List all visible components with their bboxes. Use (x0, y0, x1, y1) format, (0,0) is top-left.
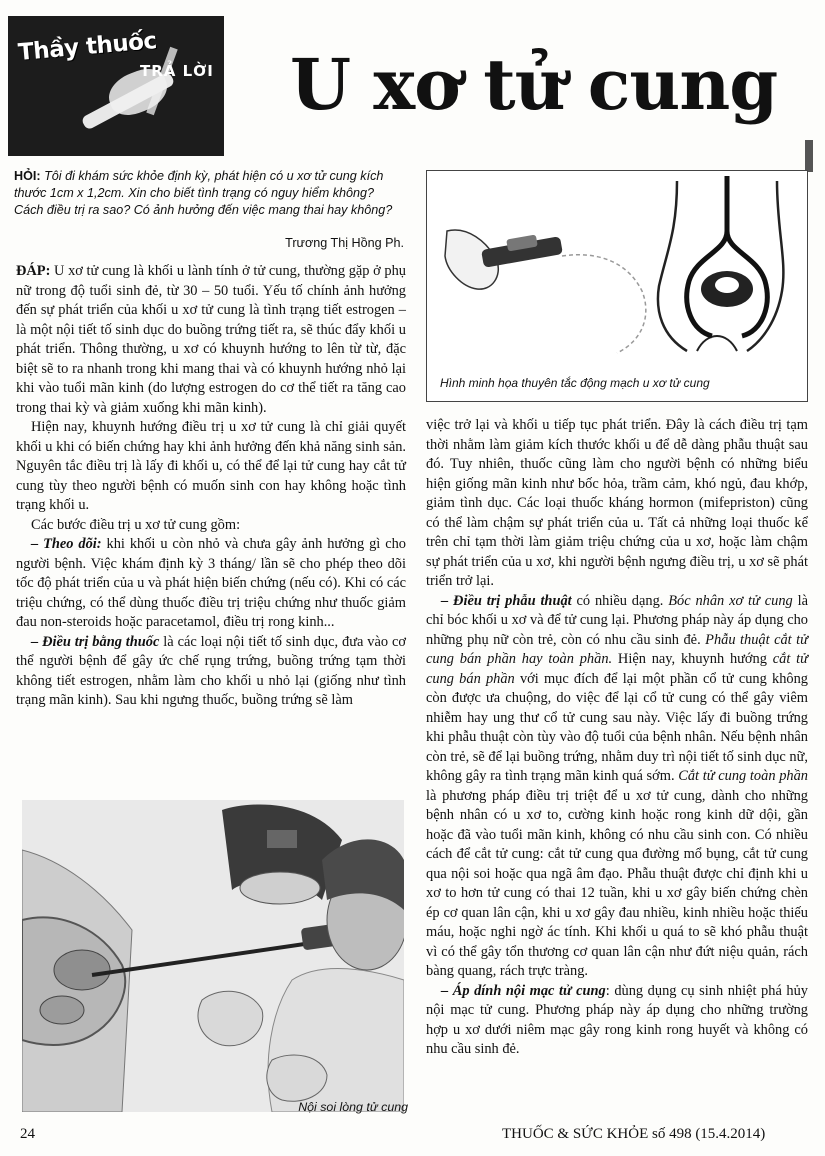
paragraph-text: Phẫu thuật cắt tử cung bán phần hay toàn phần. (426, 631, 809, 667)
paragraph-text: là các loại nội tiết tố sinh dục, đưa vào cơ thể người bệnh để gây ức chế rụng trứng, buồng trứng tạm thời không tiết estrogen, nhằm làm cho khối u nhỏ lại (giống như tình trạng mãn kinh). Sau khi ngưng thuốc, buồng trứng sẽ làm (16, 633, 406, 708)
question-label: HỎI: (14, 169, 41, 183)
paragraph-text: Cắt tử cung toàn phần (678, 768, 808, 784)
subheading-surgery: – Điều trị phẫu thuật (441, 592, 572, 609)
logo-title: Thầy thuốc (17, 28, 158, 66)
page-edge-mark (805, 140, 813, 172)
paragraph-text: là chỉ bóc khối u xơ và để tử cung lại. Phương pháp này áp dụng cho những phụ nữ còn trẻ, còn có nhu cầu sinh đẻ. (426, 592, 809, 648)
subheading-ablation: – Áp dính nội mạc tử cung (441, 982, 606, 999)
question-text: Tôi đi khám sức khỏe định kỳ, phát hiện có u xơ tử cung kích thước 1cm x 1,2cm. Xin cho biết tình trạng có nguy hiểm không? Cách điều trị ra sao? Có ảnh hưởng đến việc mang thai hay không? (14, 169, 393, 217)
column-logo (8, 16, 224, 156)
page-number: 24 (20, 1126, 35, 1142)
subheading-follow-up: – Theo dõi: (31, 536, 102, 552)
paragraph-text: Bóc nhân xơ tử cung (668, 592, 793, 609)
embolization-drawing (427, 171, 807, 371)
article-column-left (16, 262, 406, 711)
paragraph-text: U xơ tử cung là khối u lành tính ở tử cung, thường gặp ở phụ nữ trong độ tuổi sinh đẻ, từ 30 – 50 tuổi. Yếu tố chính ảnh hưởng đến sự phát triển của khối u xơ tử cung là tình trạng tiết estrogen – là một nội tiết tố sinh dục do buồng trứng tiết ra, sẽ thúc đẩy khối u phát triển. Thông thường, u xơ có khuynh hướng to lên từ từ, đặc biệt sẽ to ra nhanh trong khi mang thai và có khuynh hướng nhỏ lại khi vào tuổi mãn kinh (do lượng estrogen do cơ thể tiết ra tăng cao trong thai kỳ và giảm xuống khi mãn kinh). (16, 263, 406, 416)
article-column-right (426, 416, 808, 1060)
magazine-issue: THUỐC & SỨC KHỎE số 498 (15.4.2014) (502, 1126, 766, 1142)
answer-paragraph (426, 592, 808, 982)
paragraph-text: Hiện nay, khuynh hướng (612, 651, 773, 667)
question-asker: Trương Thị Hồng Ph. (285, 236, 404, 250)
answer-paragraph: việc trở lại và khối u tiếp tục phát triển. Đây là cách điều trị tạm thời nhằm làm giảm kích thước khối u để dễ dàng phẫu thuật sau đó. Tuy nhiên, thuốc cũng làm cho người bệnh có những biểu hiện giống mãn kinh như bốc hỏa, trầm cảm, khó ngủ, đau khớp, giảm tình dục. Các loại thuốc kháng hormon (mifepriston) cũng có thể làm chậm sự phát triển của u. Tất cả những loại thuốc kể trên chỉ tạm thời làm giảm triệu chứng của u xơ, hoặc làm chậm sự phát triển của u xơ, khi người bệnh ngưng điều trị, u xơ sẽ phát triển trở lại. (426, 417, 808, 589)
figure-hysteroscopy-illustration (22, 800, 404, 1112)
answer-label: ĐÁP: (16, 263, 51, 279)
answer-paragraph (16, 262, 406, 418)
paragraph-text: khi khối u còn nhỏ và chưa gây ảnh hưởng gì cho người bệnh. Việc khám định kỳ 3 tháng/ lần sẽ cho phép theo dõi tốc độ phát triển của u và phát hiện biến chứng (nếu có). Khi có các triệu chứng, có thể dùng thuốc điều trị triệu chứng như thuốc giảm đau non-steroids hoặc paracetamol, điều trị rong kinh... (16, 536, 406, 630)
answer-paragraph: Các bước điều trị u xơ tử cung gồm: (31, 516, 241, 533)
paragraph-text: : dùng dụng cụ sinh nhiệt phá hủy nội mạc tử cung. Phương pháp này áp dụng cho những trường hợp u xơ dưới niêm mạc gây rong kinh rong huyết và không có nhu cầu sinh đẻ. (426, 982, 808, 1057)
figure-caption: Hình minh họa thuyên tắc động mạch u xơ tử cung (440, 376, 710, 390)
answer-paragraph (16, 633, 406, 711)
answer-paragraph (16, 535, 406, 633)
article-title: U xơ tử cung (290, 43, 778, 126)
reader-question (14, 168, 406, 219)
paragraph-text: cắt tử cung bán phần (426, 651, 808, 687)
hysteroscopy-drawing (22, 800, 404, 1112)
paragraph-text: có nhiều dạng. (571, 592, 669, 609)
paragraph-text: là phương pháp điều trị triệt để u xơ tử cung, dành cho những bệnh nhân có u xơ to, cường kinh hoặc rong kinh dữ dội, gần hoặc đã vào tuổi mãn kinh, không có nhu cầu sinh con. Có nhiều cách để cắt tử cung: cắt tử cung qua đường mổ bụng, cắt tử cung qua nội soi hoặc qua ngã âm đạo. Phẫu thuật được chỉ định khi u xơ to hơn tử cung có thai 12 tuần, khi u xơ gây biến chứng chèn ép cơ quan lân cận, khi u xơ gây đau nhiều, kinh nhiều hoặc thiếu máu, hoặc nghi ngờ ác tính. Khi khối u quá to sẽ khó phẫu thuật vì có thể gây tổn thương cơ quan lân cận như đứt niệu quản, rách bàng quang, rách trực tràng. (426, 787, 808, 979)
paragraph-text: với mục đích để lại một phần cổ tử cung không còn được ưa chuộng, do việc để lại cổ tử cung có thể gây viêm nhiễm hay ung thư cổ tử cung sau này. Việc lấy đi buồng trứng khi phẫu thuật còn tùy vào độ tuổi của bệnh nhân. Nếu bệnh nhân còn trẻ, sẽ để lại buồng trứng, nhằm duy trì nội tiết tố sinh dục nữ, không gây ra tình trạng mãn kinh quá sớm. (426, 670, 808, 784)
figure-caption: Nội soi lòng tử cung (298, 1100, 408, 1114)
figure-embolization-illustration (426, 170, 808, 402)
subheading-medication: – Điều trị bằng thuốc (31, 633, 160, 650)
answer-paragraph: Hiện nay, khuynh hướng điều trị u xơ tử cung là chỉ giải quyết khối u khi có biến chứng hay khi ảnh hưởng đến khả năng sinh sản. Nguyên tắc điều trị là lấy đi khối u, có thể để lại tử cung hay cắt tử cung tùy theo người bệnh có muốn sinh con hay không hoặc tình trạng khối u. (16, 419, 406, 513)
logo-subtitle: TRẢ LỜI (140, 62, 214, 80)
answer-paragraph (426, 982, 808, 1060)
